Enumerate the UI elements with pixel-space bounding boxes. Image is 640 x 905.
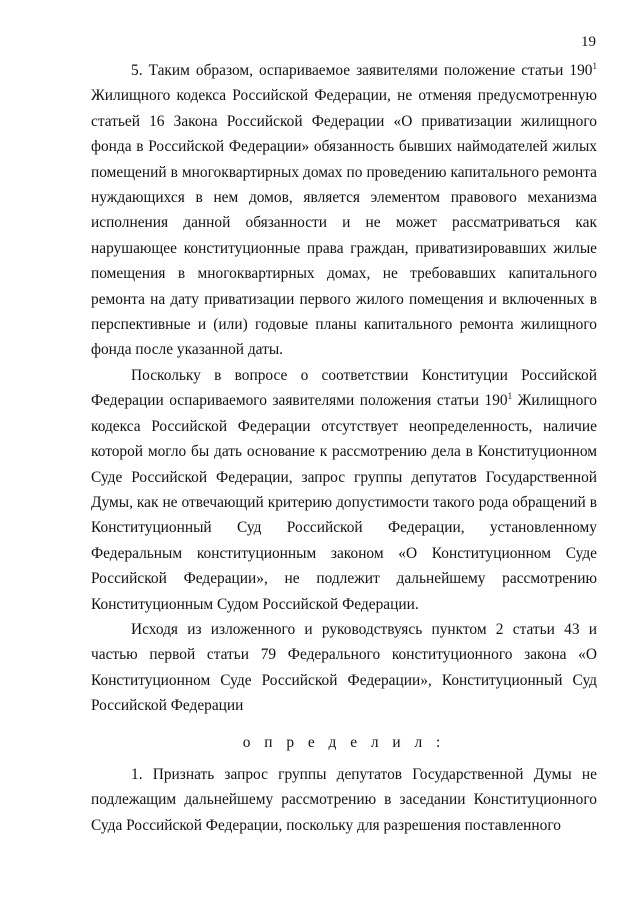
- decision-heading: о п р е д е л и л :: [242, 733, 446, 751]
- paragraph-text: Жилищного кодекса Российской Федерации отсутствует неопределенность, наличие которой могло бы дать основание к рассмотрению дела в Конституционном Суде Российской Федерации, запрос группы депутатов Государственной Думы, как не отвечающий критерию допустимости такого рода обращений в Конституционный Суд Российской Федерации, установленному Федеральным конституционным законом «О Конституционном Суде Российской Федерации», не подлежит дальнейшему рассмотрению Конституционным Судом Российской Федерации.: [91, 392, 597, 613]
- superscript: 1: [592, 61, 597, 71]
- paragraph-basis: Исходя из изложенного и руководствуясь пунктом 2 статьи 43 и частью первой статьи 79 Федерального конституционного закона «О Конституционном Суде Российской Федерации», Конституционный Суд Российской Федерации: [91, 620, 597, 715]
- paragraph-decision-1: 1. Признать запрос группы депутатов Государственной Думы не подлежащим дальнейшему рассмотрению в заседании Конституционного Суда Российской Федерации, поскольку для разрешения поставленного: [91, 765, 597, 834]
- page-number: 19: [581, 34, 596, 50]
- paragraph-reasoning: [91, 363, 597, 617]
- document-body: [91, 58, 597, 838]
- paragraph-text: 5. Таким образом, оспариваемое заявителями положение статьи 190: [131, 62, 593, 79]
- paragraph-text: Жилищного кодекса Российской Федерации, не отменяя предусмотренную статьей 16 Закона Российской Федерации «О приватизации жилищного фонда в Российской Федерации» обязанность бывших наймодателей жилых помещений в многоквартирных домах по проведению капитального ремонта нуждающихся в нем домов, является элементом правового механизма исполнения данной обязанности и не может рассматриваться как нарушающее конституционные права граждан, приватизировавших жилые помещения в многоквартирных домах, не требовавших капитального ремонта на дату приватизации первого жилого помещения и включенных в перспективные и (или) годовые планы капитального ремонта жилищного фонда после указанной даты.: [91, 87, 597, 359]
- paragraph-conclusion: [91, 58, 597, 363]
- superscript: 1: [507, 391, 513, 402]
- paragraph-text: Поскольку в вопросе о соответствии Конституции Российской Федерации оспариваемого заявителями положения статьи 190: [91, 366, 597, 410]
